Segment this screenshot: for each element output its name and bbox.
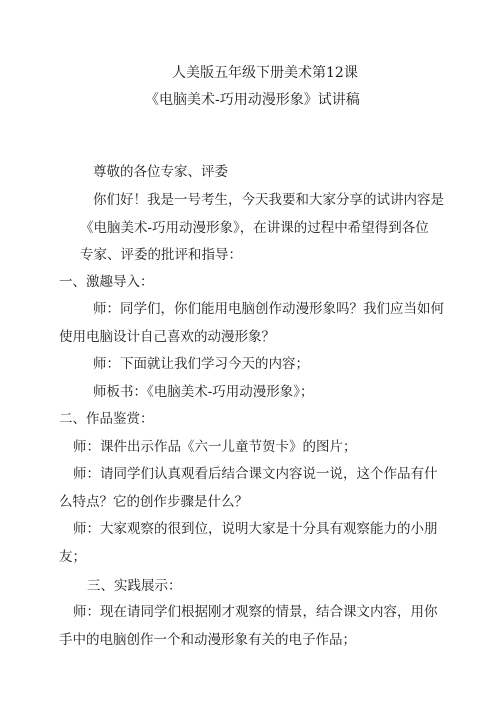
intro-line-3: 专家、评委的批评和指导： (80, 247, 242, 263)
document-title-line1: 人美版五年级下册美术第12课 (172, 65, 358, 81)
s1-paragraph3: 师板书：《电脑美术-巧用动漫形象》； (93, 384, 314, 400)
s2-paragraph1: 师：课件出示作品《六一儿童节贺卡》的图片； (73, 439, 357, 455)
intro-line-2: 《电脑美术-巧用动漫形象》，在讲课的过程中希望得到各位 (80, 220, 429, 236)
s1-paragraph2: 师：下面就让我们学习今天的内容； (93, 356, 309, 372)
s2-paragraph2-line1: 师：请同学们认真观看后结合课文内容说一说，这个作品有什 (73, 466, 438, 482)
document-title-line2: 《电脑美术-巧用动漫形象》试讲稿 (145, 92, 360, 108)
s1-paragraph1-line2: 使用电脑设计自己喜欢的动漫形象？ (59, 329, 275, 345)
s2-paragraph2-line2: 么特点？它的创作步骤是什么？ (59, 494, 248, 510)
greeting: 尊敬的各位专家、评委 (93, 164, 228, 180)
s3-paragraph1-line1: 师：现在请同学们根据刚才观察的情景，结合课文内容，用你 (73, 604, 438, 620)
section1-heading: 一、激趣导入： (59, 274, 154, 290)
s2-paragraph3-line2: 友； (59, 549, 86, 565)
section3-heading: 三、实践展示： (87, 578, 182, 594)
s2-paragraph3-line1: 师：大家观察的很到位，说明大家是十分具有观察能力的小朋 (73, 521, 438, 537)
s1-paragraph1-line1: 师：同学们，你们能用电脑创作动漫形象吗？我们应当如何 (93, 301, 444, 317)
s3-paragraph1-line2: 手中的电脑创作一个和动漫形象有关的电子作品； (59, 632, 356, 648)
section2-heading: 二、作品鉴赏： (59, 411, 154, 427)
intro-line-1: 你们好！我是一号考生，今天我要和大家分享的试讲内容是 (93, 192, 444, 208)
